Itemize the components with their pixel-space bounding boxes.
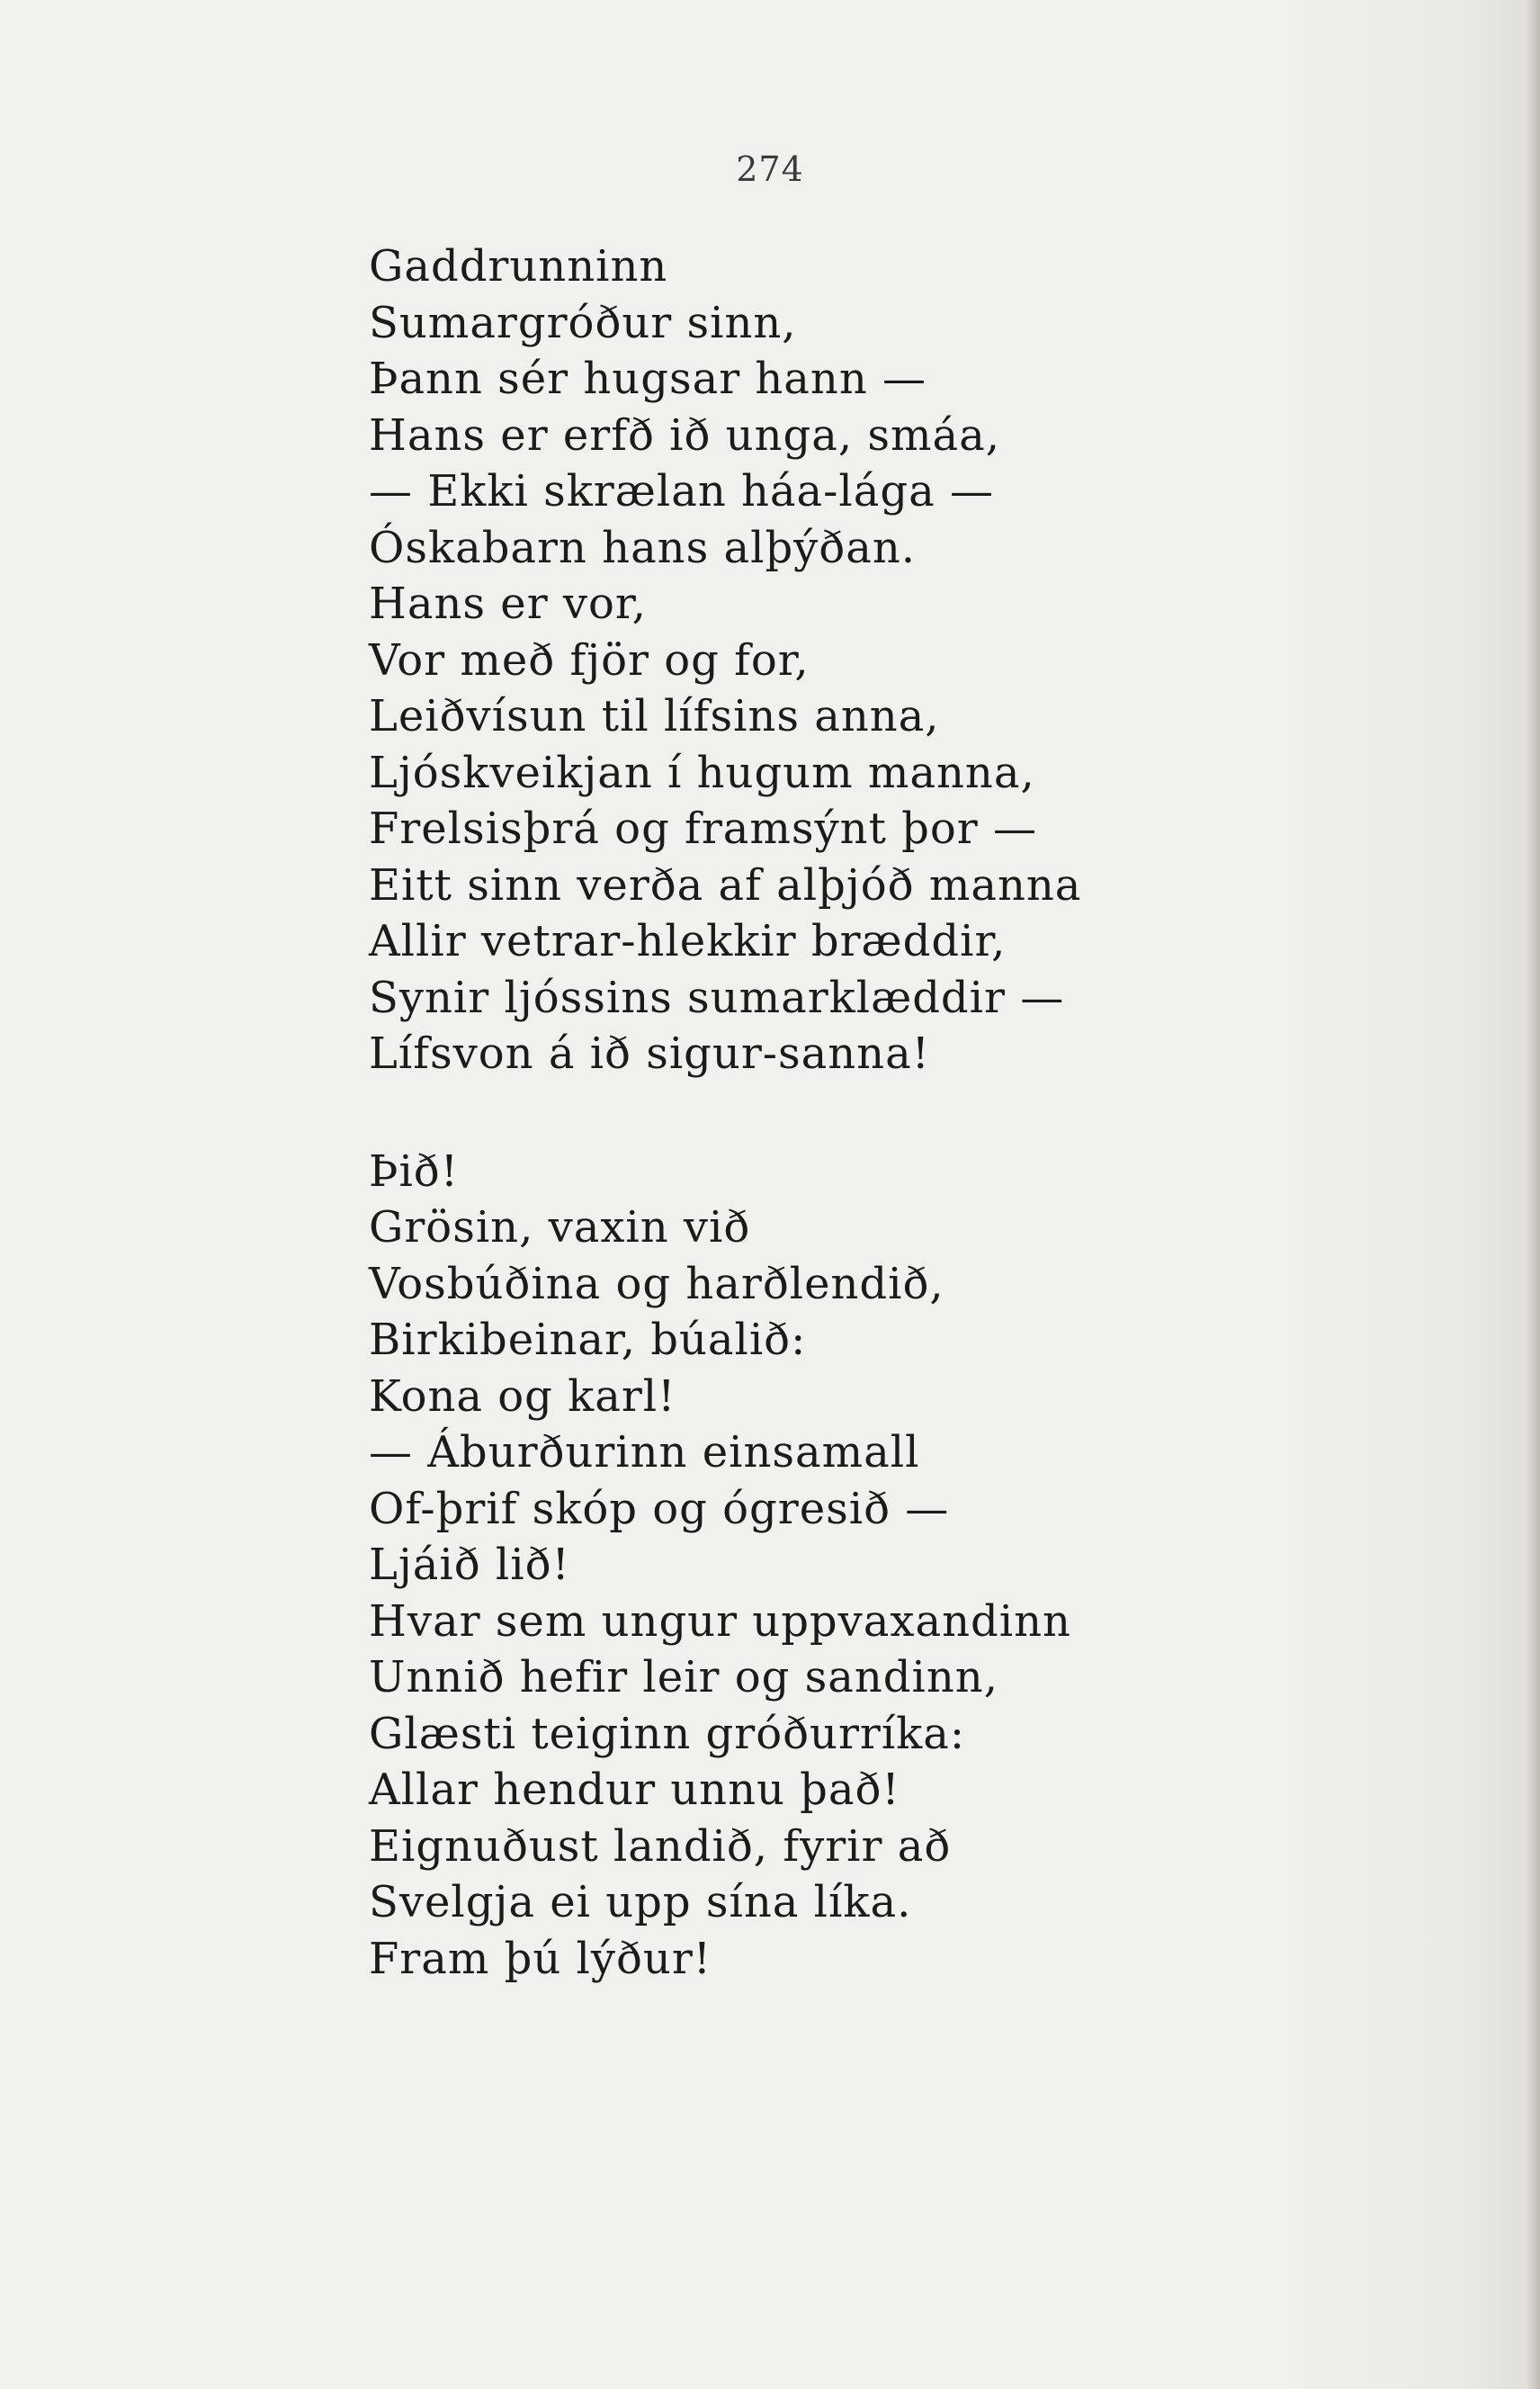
poem-line: Of-þrif skóp og ógresið — (369, 1483, 950, 1534)
poem-line: Vor með fjör og for, (369, 634, 810, 686)
poem-line: Lífsvon á ið sigur-sanna! (369, 1028, 930, 1079)
poem-line: Gaddrunninn (369, 241, 668, 292)
poem-line: Fram þú lýður! (369, 1933, 712, 1984)
poem-line: Vosbúðina og harðlendið, (369, 1258, 945, 1309)
poem-line: Glæsti teiginn gróðurríka: (369, 1708, 966, 1759)
poem-line: Birkibeinar, búalið: (369, 1315, 807, 1365)
poem-line: Eignuðust landið, fyrir að (369, 1820, 952, 1872)
poem (369, 238, 1403, 1987)
poem-line: Hvar sem ungur uppvaxandinn (369, 1595, 1071, 1647)
poem-line: Allar hendur unnu það! (369, 1765, 900, 1815)
poem-line: Þann sér hugsar hann — (369, 354, 927, 404)
page-number: 274 (736, 149, 804, 189)
poem-line: Svelgja ei upp sína líka. (369, 1877, 912, 1927)
stanza-1 (369, 238, 1403, 1082)
poem-line: Hans er vor, (369, 579, 647, 629)
poem-line: Grösin, vaxin við (369, 1202, 751, 1253)
poem-line: Allir vetrar-hlekkir bræddir, (369, 916, 1007, 966)
page-edge (1527, 0, 1540, 2389)
poem-line: Óskabarn hans alþýðan. (369, 522, 916, 573)
poem-line: Frelsisþrá og framsýnt þor — (369, 804, 1037, 854)
poem-line: Hans er erfð ið unga, smáa, (369, 409, 1000, 461)
poem-line: Eitt sinn verða af alþjóð manna (369, 859, 1082, 911)
poem-line: Þið! (369, 1145, 459, 1197)
poem-line: Ljóskveikjan í hugum manna, (369, 747, 1035, 798)
poem-line: Leiðvísun til lífsins anna, (369, 691, 940, 741)
poem-line: — Ekki skrælan háa-lága — (369, 466, 994, 516)
poem-line: Sumargróður sinn, (369, 297, 797, 348)
poem-line: Unnið hefir leir og sandinn, (369, 1652, 998, 1702)
poem-line: Kona og karl! (369, 1370, 676, 1422)
stanza-2 (369, 1144, 1403, 1988)
poem-line: Synir ljóssins sumarklæddir — (369, 972, 1065, 1023)
poem-line: — Áburðurinn einsamall (369, 1427, 920, 1477)
poem-line: Ljáið lið! (369, 1540, 570, 1590)
